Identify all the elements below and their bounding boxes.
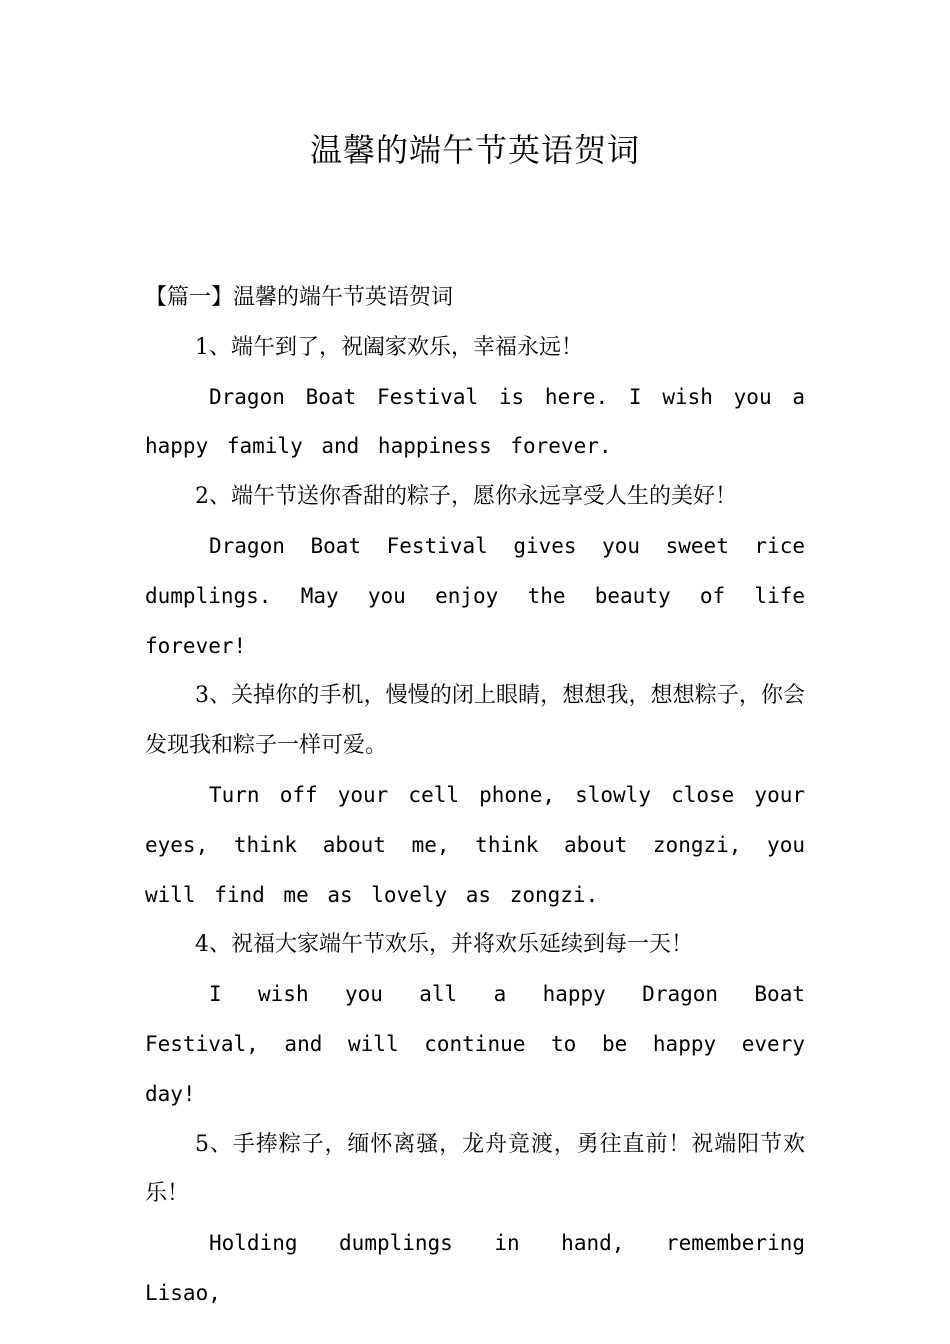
greeting-en-5: Holding dumplings in hand, remembering Lisao, bbox=[145, 1231, 805, 1305]
greeting-cn-5: 5、手捧粽子，缅怀离骚，龙舟竟渡，勇往直前！祝端阳节欢乐！ bbox=[145, 1131, 805, 1207]
greeting-cn-2: 2、端午节送你香甜的粽子，愿你永远享受人生的美好！ bbox=[195, 484, 737, 510]
section-heading: 【篇一】温馨的端午节英语贺词 bbox=[145, 285, 454, 310]
greeting-cn-3: 3、关掉你的手机，慢慢的闭上眼睛，想想我，想想粽子，你会发现我和粽子一样可爱。 bbox=[145, 683, 805, 759]
document-body bbox=[145, 273, 805, 1319]
greeting-cn-1: 1、端午到了，祝阖家欢乐，幸福永远！ bbox=[195, 334, 583, 360]
greeting-en-3: Turn off your cell phone, slowly close your eyes, think about me, think about zongzi, you will find me as lovely as zongzi. bbox=[145, 782, 805, 907]
greeting-cn-4: 4、祝福大家端午节欢乐，并将欢乐延续到每一天！ bbox=[195, 932, 693, 958]
greeting-en-1: Dragon Boat Festival is here. I wish you a happy family and happiness forever. bbox=[145, 384, 805, 459]
document-title: 温馨的端午节英语贺词 bbox=[309, 131, 640, 169]
greeting-en-2: Dragon Boat Festival gives you sweet rice dumplings. May you enjoy the beauty of life forever! bbox=[145, 533, 805, 658]
greeting-en-4: I wish you all a happy Dragon Boat Festival, and will continue to be happy every day! bbox=[145, 982, 805, 1106]
